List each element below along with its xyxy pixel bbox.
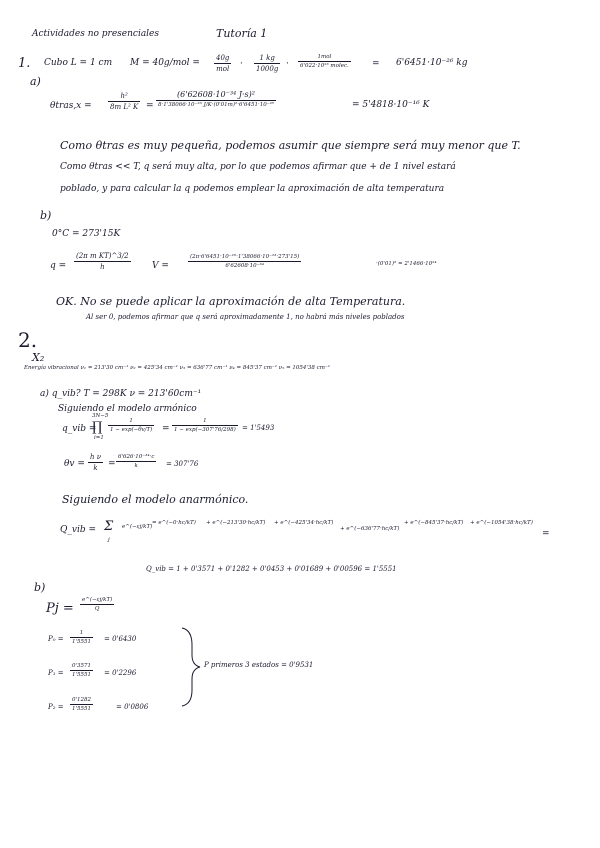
thetav-result: = 307'76 [166, 460, 199, 468]
p0-result: = 0'6430 [104, 635, 137, 643]
note-line: Al ser 0, podemos afirmar que q será aproximadamente 1, no habrá más niveles poblados [86, 313, 405, 321]
sum-symbol: Σ [104, 519, 114, 534]
p2-fraction: $\frac{0'1282}{1'5551}$ [72, 697, 92, 712]
total-probability: P primeros 3 estados = 0'9531 [204, 661, 314, 669]
right-brace [182, 628, 200, 706]
product-symbol: ∏ [92, 420, 103, 435]
qvib-anharmonic-sum: Q_vib = 1 + 0'3571 + 0'1282 + 0'0453 + 0'01689 + 0'00596 = 1'5551 [146, 565, 397, 573]
q-result: ·(0'01)³ = 2'1466·10²⁴ [376, 261, 437, 267]
given-length: Cubo L = 1 cm [44, 58, 113, 68]
comment-line-3: poblado, y para calcular la q podemos emplear la aproximación de alta temperatura [60, 184, 445, 194]
p0-fraction: $\frac{1}{1'5551}$ [72, 630, 92, 645]
term-4: + e^(−845'37·hc/kT) [404, 520, 464, 526]
problem-2-number: 2. [18, 328, 38, 352]
q-lhs: q = [50, 261, 67, 271]
conversion-2: $\frac{1 kg}{1000g}$ [256, 54, 279, 73]
sum-index: j [108, 537, 110, 543]
term-0: = e^(−0·hc/kT) [152, 520, 196, 526]
species-label: X₂ [32, 351, 45, 364]
qvib-result: = 1'5493 [242, 424, 275, 432]
term-5: + e^(−1054'38·hc/kT) [470, 520, 533, 526]
term-1: + e^(−213'30·hc/kT) [206, 520, 266, 526]
theta-formula: $\frac{\text{h²}}{\text{8m L² K}}$ [110, 92, 139, 111]
anharmonic-model-title: Siguiendo el modelo anarmónico. [62, 493, 249, 506]
qvib-general-fraction: $\frac{1}{1 - \exp(-\theta v/T)}$ [110, 418, 153, 433]
thetav-lhs: θv = [64, 459, 85, 469]
part-1a-label: a) [30, 75, 41, 88]
part-2a-label: a) q_vib? T = 298K ν = 213'60cm⁻¹ [40, 389, 202, 399]
pj-lhs: Pj = [46, 601, 74, 616]
p1-fraction: $\frac{0'3571}{1'5551}$ [72, 663, 92, 678]
comment-line-2: Como θtras << T, q será muy alta, por lo que podemos afirmar que + de 1 nivel estará [60, 162, 456, 172]
term-general: e^(−εj/kT) [122, 524, 153, 530]
vibrational-energies: Energía vibracional ν₁ = 213'30 cm⁻¹ ν₂ = 425'34 cm⁻¹ ν₃ = 636'77 cm⁻¹ ν₄ = 845'37 cm⁻¹ ν₅ = 1054'38 cm⁻¹ [24, 365, 331, 371]
theta-lhs: θtras,x = [50, 101, 92, 111]
zero-celsius: 0°C = 273'15K [52, 229, 121, 239]
p2-lhs: P₂ = [48, 703, 64, 711]
qvib-lhs: q_vib = [62, 424, 97, 434]
harmonic-model-title: Siguiendo el modelo armónico [58, 404, 197, 414]
page-title: Tutoría 1 [216, 27, 268, 40]
qvib2-lhs: Q_vib = [60, 525, 97, 535]
pj-formula: $\frac{e\^{}(-\varepsilon j/kT)}{Q}$ [82, 597, 113, 612]
part-2b-label: b) [34, 581, 46, 594]
p1-lhs: P₁ = [48, 669, 64, 677]
q-formula: $\frac{\text{(2π m KT)\textasciicircum{}3/2}}{h}$ [76, 252, 129, 271]
term-2: + e^(−425'34·hc/kT) [274, 520, 334, 526]
product-lower-limit: i=1 [94, 435, 104, 441]
product-upper-limit: 3N−5 [92, 413, 109, 419]
qvib-numeric-fraction: $\frac{1}{1 - \exp(-307'76/298)}$ [174, 418, 236, 433]
conversion-1: 40g mol [216, 54, 230, 73]
comment-line-1: Como θtras es muy pequeña, podemos asumir que siempre será muy menor que T. [60, 139, 521, 152]
p1-result: = 0'2296 [104, 669, 137, 677]
p2-result: = 0'0806 [116, 703, 149, 711]
header-course: Actividades no presenciales [32, 29, 160, 39]
part-1b-label: b) [40, 209, 52, 222]
sum-equals: = [542, 529, 550, 539]
thetav-formula: $\frac{\text{h ν}}{k}$ [90, 453, 101, 472]
conversion-3: 1mol 6'022·10²³ molec. [300, 54, 349, 69]
q-volume: V = [152, 261, 169, 271]
p0-lhs: P₀ = [48, 635, 64, 643]
problem-1-number: 1. [18, 56, 31, 71]
term-3: + e^(−636'77·hc/kT) [340, 526, 400, 532]
thetav-substitution: $\frac{\text{6'626·10⁻³⁴·c}}{k}$ [118, 454, 155, 469]
ok-line: OK. No se puede aplicar la aproximación de alta Temperatura. [56, 295, 406, 308]
mass-result: 6'6451·10⁻²⁶ kg [396, 58, 468, 68]
theta-result: = 5'4818·10⁻¹⁶ K [352, 100, 430, 110]
q-substitution: $\frac{\text{(2π·6'6451·10⁻²⁶·1'38066·10⁻²³·273'15)}}{\text{6'62608·10⁻³⁴}}$ [190, 254, 300, 269]
molar-mass: M = 40g/mol = [130, 58, 200, 68]
theta-substitution: (6'62608·10⁻³⁴ J·s)² 8·1'38066·10⁻²³ J/K·(0'01m)²·6'6451·10⁻²⁶ [158, 90, 275, 108]
